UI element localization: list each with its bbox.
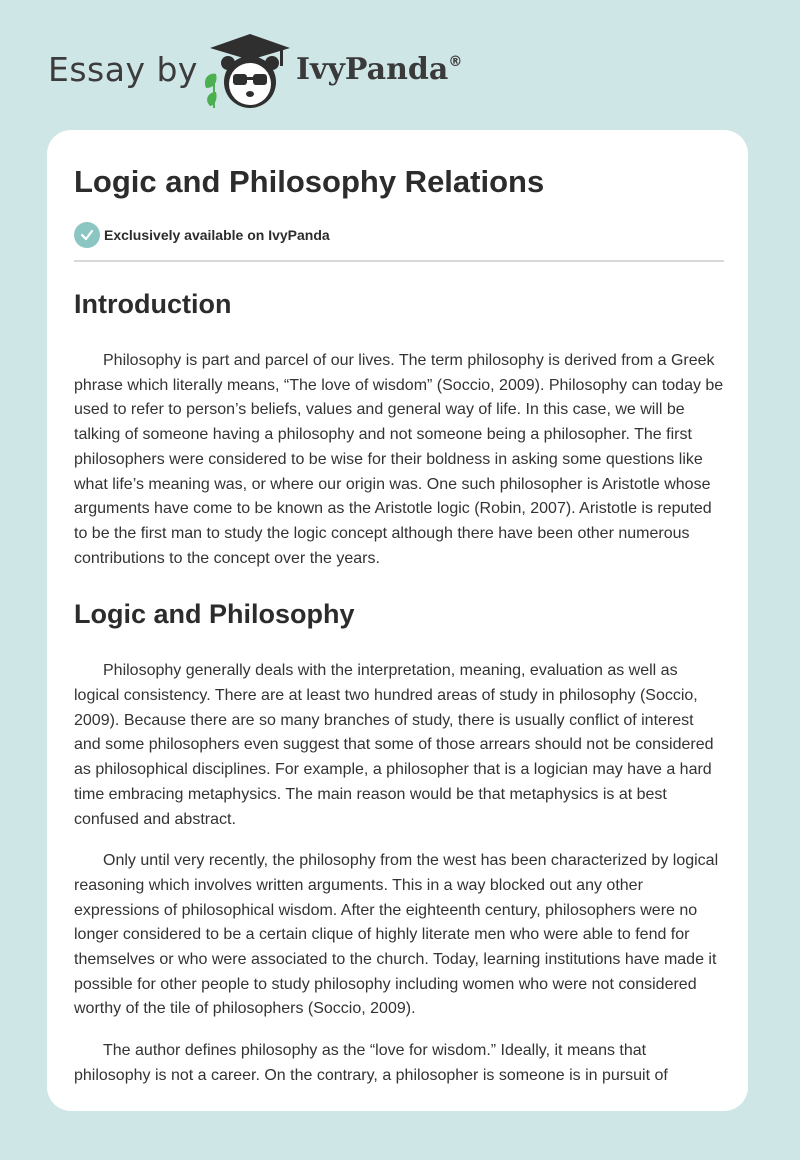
- section-heading: Introduction: [74, 289, 232, 319]
- section-heading: Logic and Philosophy: [74, 599, 355, 630]
- paragraph: Only until very recently, the philosophy from the west has been characterized by logical reasoning which involves written arguments. This in a way blocked out any other expressions of philosophical wisdom. After the eighteenth century, philosophers were no longer considered to be a certain clique of highly literate men who were able to fend for themselves or who were associated to the church. Today, learning institutions have made it possible for other people to study philosophy including women who were not considered worthy of the tile of philosophers (Soccio, 2009).: [74, 852, 719, 1018]
- paragraph: The author defines philosophy as the “love for wisdom.” Ideally, it means that philosophy is not a career. On the contrary, a philosopher is someone is in pursuit of: [74, 1042, 668, 1084]
- paragraph: Philosophy generally deals with the interpretation, meaning, evaluation as well as logical consistency. There are at least two hundred areas of study in philosophy (Soccio, 2009). Because there are so many branches of study, there is usually conflict of interest and some philosophers even suggest that some of those arrears should not be considered as philosophical disciplines. For example, a philosopher that is a logician may have a hard time embracing metaphysics. The main reason would be that metaphysics is at best confused and abstract.: [74, 662, 714, 828]
- section-introduction: [74, 278, 724, 571]
- panda-graduate-icon[interactable]: [200, 30, 292, 112]
- paragraph: Philosophy is part and parcel of our lives. The term philosophy is derived from a Greek phrase which literally means, “The love of wisdom” (Soccio, 2009). Philosophy can today be used to refer to person’s beliefs, values and general way of life. In this case, we will be talking of someone having a philosophy and not someone being a philosopher. The first philosophers were considered to be wise for their boldness in asking some questions like what life’s meaning was, or where our origin was. One such philosopher is Aristotle whose arguments have come to be known as the Aristotle logic (Robin, 2007). Aristotle is reputed to be the first man to study the logic concept although there have been other numerous contributions to the concept over the years.: [74, 352, 724, 567]
- title-divider: [74, 260, 724, 262]
- page-title: Logic and Philosophy Relations: [74, 164, 545, 199]
- registered-mark: ®: [448, 54, 463, 70]
- essay-card: [47, 130, 748, 1111]
- check-icon: [74, 222, 100, 248]
- essay-by-label: Essay by: [48, 50, 198, 89]
- article-body: [74, 278, 724, 1106]
- brand-name[interactable]: IvyPanda®: [296, 52, 463, 87]
- badge-label: Exclusively available on IvyPanda: [104, 227, 330, 243]
- exclusive-badge: [74, 222, 330, 248]
- section-logic-and-philosophy: [74, 588, 724, 1088]
- site-header: [0, 0, 800, 130]
